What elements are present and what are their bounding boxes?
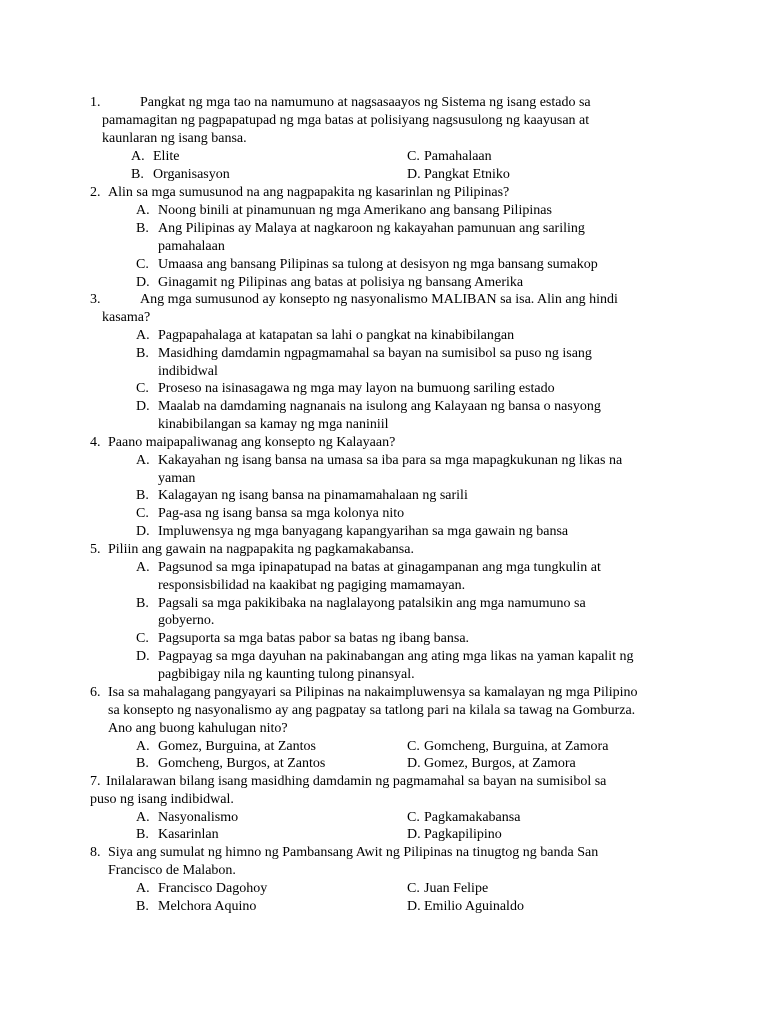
- choice-text: Pag-asa ng isang bansa sa mga kolonya nito: [158, 506, 405, 521]
- question-text: pamamagitan ng pagpapatupad ng mga batas at polisiyang nagsusulong ng kaayusan at: [102, 113, 590, 128]
- question-number: 7.: [90, 774, 101, 789]
- choice-letter: D.: [136, 275, 150, 290]
- choice-letter: B.: [136, 596, 149, 611]
- question-text: Alin sa mga sumusunod na ang nagpapakita ng kasarinlan ng Pilipinas?: [108, 185, 510, 200]
- question-number: 4.: [90, 435, 101, 450]
- choice-text: Kakayahan ng isang bansa na umasa sa iba para sa mga mapagkukunan ng likas na: [158, 453, 623, 468]
- question-text: kasama?: [102, 310, 151, 325]
- question-text: Ang mga sumusunod ay konsepto ng nasyonalismo MALIBAN sa isa. Alin ang hindi: [140, 292, 618, 307]
- choice-letter: C.: [136, 506, 149, 521]
- question-text: Ano ang buong kahulugan nito?: [108, 721, 288, 736]
- choice-letter: B.: [136, 899, 149, 914]
- question-number: 6.: [90, 685, 101, 700]
- question-text: sa konsepto ng nasyonalismo ay ang pagpatay sa tatlong pari na kilala sa tawag na Gomburza.: [108, 703, 636, 718]
- choice-text: Pagsuporta sa mga batas pabor sa batas ng ibang bansa.: [158, 631, 470, 646]
- choice-letter: B.: [136, 756, 149, 771]
- choice-text: Pamahalaan: [424, 149, 492, 164]
- choice-letter: A.: [136, 203, 150, 218]
- choice-letter: D.: [407, 827, 421, 842]
- choice-letter: D.: [136, 649, 150, 664]
- choice-text: Gomcheng, Burgos, at Zantos: [158, 756, 326, 771]
- choice-letter: D.: [407, 756, 421, 771]
- choice-text: pamahalaan: [158, 239, 225, 254]
- choice-letter: C.: [136, 257, 149, 272]
- choice-text: Maalab na damdaming nagnanais na isulong ang Kalayaan ng bansa o nasyong: [158, 399, 601, 414]
- choice-letter: C.: [407, 739, 420, 754]
- question-text: puso ng isang indibidwal.: [90, 792, 234, 807]
- choice-text: Pagkapilipino: [424, 827, 502, 842]
- choice-text: Gomez, Burgos, at Zamora: [424, 756, 576, 771]
- choice-letter: A.: [136, 810, 150, 825]
- choice-letter: D.: [136, 524, 150, 539]
- question-number: 1.: [90, 95, 101, 110]
- choice-text: indibidwal: [158, 364, 218, 379]
- choice-letter: C.: [407, 881, 420, 896]
- choice-letter: B.: [136, 488, 149, 503]
- question-number: 5.: [90, 542, 101, 557]
- choice-text: Nasyonalismo: [158, 810, 239, 825]
- question-text: Isa sa mahalagang pangyayari sa Pilipinas na nakaimpluwensya sa kamalayan ng mga Pilipino: [108, 685, 638, 700]
- choice-text: pagbibigay nila ng kaunting tulong pinansyal.: [158, 667, 415, 682]
- choice-text: Organisasyon: [153, 167, 230, 182]
- choice-text: responsisbilidad na kaakibat ng pagiging mamamayan.: [158, 578, 466, 593]
- choice-text: Impluwensya ng mga banyagang kapangyarihan sa mga gawain ng bansa: [158, 524, 569, 539]
- choice-letter: C.: [407, 810, 420, 825]
- choice-letter: B.: [136, 221, 149, 236]
- question-text: kaunlaran ng isang bansa.: [102, 131, 247, 146]
- choice-letter: D.: [407, 899, 421, 914]
- choice-text: Umaasa ang bansang Pilipinas sa tulong at desisyon ng mga bansang sumakop: [158, 257, 598, 272]
- choice-letter: C.: [407, 149, 420, 164]
- choice-letter: C.: [136, 381, 149, 396]
- question-text: Siya ang sumulat ng himno ng Pambansang Awit ng Pilipinas na tinugtog ng banda San: [108, 845, 599, 860]
- question-text: Piliin ang gawain na nagpapakita ng pagkamakabansa.: [108, 542, 414, 557]
- choice-text: Pangkat Etniko: [424, 167, 510, 182]
- choice-letter: A.: [136, 739, 150, 754]
- choice-letter: D.: [136, 399, 150, 414]
- choice-text: Proseso na isinasagawa ng mga may layon na bumuong sariling estado: [158, 381, 555, 396]
- choice-text: Masidhing damdamin ngpagmamahal sa bayan na sumisibol sa puso ng isang: [158, 346, 592, 361]
- choice-text: Noong binili at pinamunuan ng mga Amerikano ang bansang Pilipinas: [158, 203, 552, 218]
- choice-text: Ginagamit ng Pilipinas ang batas at polisiya ng bansang Amerika: [158, 275, 524, 290]
- choice-letter: A.: [136, 881, 150, 896]
- choice-text: Emilio Aguinaldo: [424, 899, 524, 914]
- choice-text: Pagkamakabansa: [424, 810, 521, 825]
- choice-text: Pagpayag sa mga dayuhan na pakinabangan ang ating mga likas na yaman kapalit ng: [158, 649, 634, 664]
- choice-text: Pagsunod sa mga ipinapatupad na batas at ginagampanan ang mga tungkulin at: [158, 560, 601, 575]
- choice-text: Gomez, Burguina, at Zantos: [158, 739, 316, 754]
- choice-letter: D.: [407, 167, 421, 182]
- choice-text: Pagpapahalaga at katapatan sa lahi o pangkat na kinabibilangan: [158, 328, 515, 343]
- choice-text: yaman: [158, 471, 196, 486]
- question-number: 2.: [90, 185, 101, 200]
- choice-text: Ang Pilipinas ay Malaya at nagkaroon ng kakayahan pamunuan ang sariling: [158, 221, 585, 236]
- choice-text: Elite: [153, 149, 180, 164]
- choice-letter: A.: [136, 560, 150, 575]
- choice-text: gobyerno.: [158, 613, 215, 628]
- choice-letter: B.: [136, 346, 149, 361]
- choice-text: Kalagayan ng isang bansa na pinamamahalaan ng sarili: [158, 488, 468, 503]
- choice-letter: A.: [136, 453, 150, 468]
- choice-text: Francisco Dagohoy: [158, 881, 268, 896]
- choice-letter: A.: [131, 149, 145, 164]
- question-text: Inilalarawan bilang isang masidhing damdamin ng pagmamahal sa bayan na sumisibol sa: [106, 774, 607, 789]
- choice-letter: C.: [136, 631, 149, 646]
- choice-text: kinabibilangan sa kamay ng mga naniniil: [158, 417, 389, 432]
- question-number: 8.: [90, 845, 101, 860]
- choice-text: Pagsali sa mga pakikibaka na naglalayong patalsikin ang mga namumuno sa: [158, 596, 586, 611]
- question-number: 3.: [90, 292, 101, 307]
- question-text: Pangkat ng mga tao na namumuno at nagsasaayos ng Sistema ng isang estado sa: [140, 95, 591, 110]
- question-text: Francisco de Malabon.: [108, 863, 236, 878]
- question-text: Paano maipapaliwanag ang konsepto ng Kalayaan?: [108, 435, 396, 450]
- choice-text: Juan Felipe: [424, 881, 489, 896]
- choice-letter: B.: [136, 827, 149, 842]
- choice-text: Kasarinlan: [158, 827, 219, 842]
- choice-text: Melchora Aquino: [158, 899, 257, 914]
- choice-letter: B.: [131, 167, 144, 182]
- choice-letter: A.: [136, 328, 150, 343]
- choice-text: Gomcheng, Burguina, at Zamora: [424, 739, 609, 754]
